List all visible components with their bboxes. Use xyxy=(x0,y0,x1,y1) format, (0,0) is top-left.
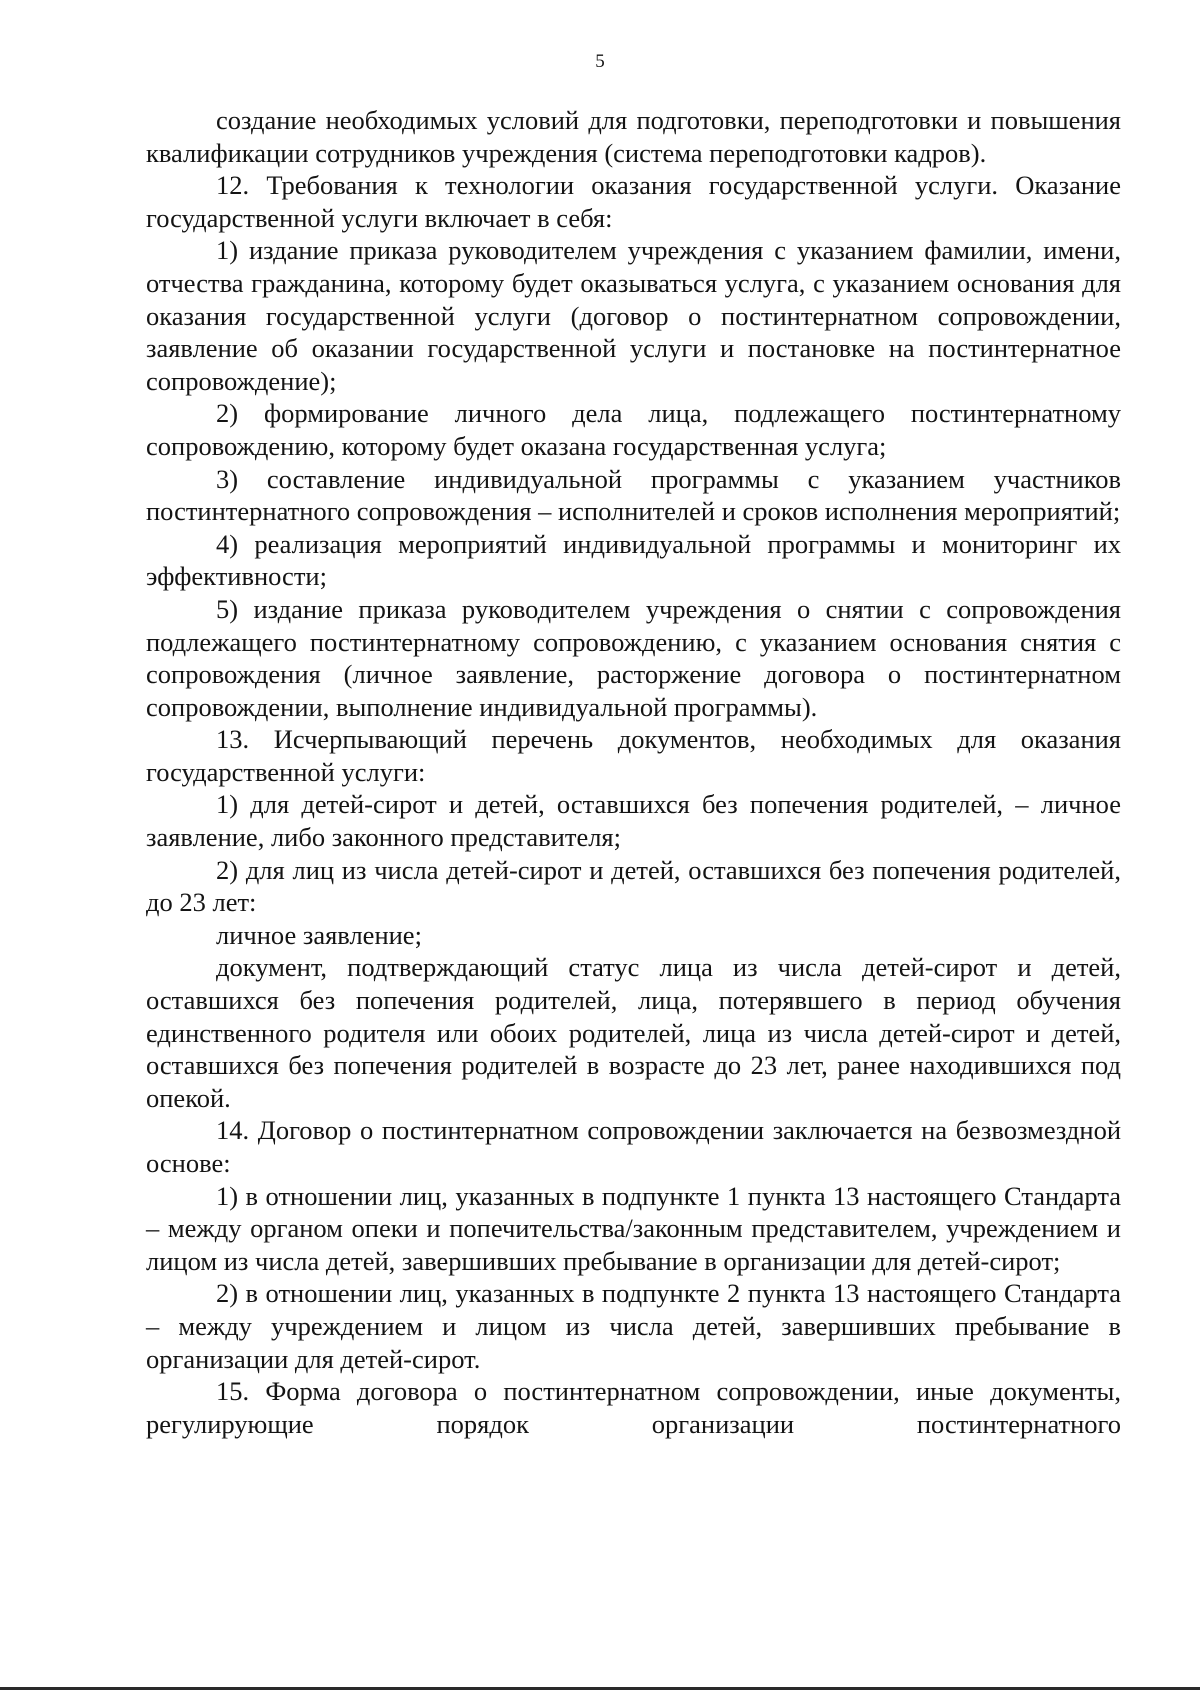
paragraph-13-item-2: 2) для лиц из числа детей-сирот и детей, оставшихся без попечения родителей, до 23 лет: xyxy=(146,854,1121,918)
paragraph-15-contract-form: 15. Форма договора о постинтернатном сопровождении, иные документы, регулирующие порядок организации постинтернатного xyxy=(146,1376,1121,1439)
bottom-scan-edge xyxy=(0,1687,1200,1690)
paragraph-12-requirements: 12. Требования к технологии оказания государственной услуги. Оказание государственной услуги включает в себя: xyxy=(146,170,1121,233)
page-number: 5 xyxy=(595,51,605,72)
paragraph-13-documents: 13. Исчерпывающий перечень документов, необходимых для оказания государственной услуги: xyxy=(146,724,1121,787)
paragraph-12-item-4: 4) реализация мероприятий индивидуальной программы и мониторинг их эффективности; xyxy=(146,528,1121,592)
paragraph-12-item-1: 1) издание приказа руководителем учреждения с указанием фамилии, имени, отчества гражданина, которому будет оказываться услуга, с указанием основания для оказания государственной услуги (договор о постинтернатном сопровождении, заявление об оказании государственной услуги и постановке на постинтернатное сопровождение); xyxy=(146,235,1121,396)
paragraph-12-item-2: 2) формирование личного дела лица, подлежащего постинтернатному сопровождению, которому будет оказана государственная услуга; xyxy=(146,398,1121,461)
paragraph-conditions-cont: создание необходимых условий для подготовки, переподготовки и повышения квалификации сотрудников учреждения (система переподготовки кадров). xyxy=(146,105,1121,168)
paragraph-12-item-3: 3) составление индивидуальной программы с указанием участников постинтернатного сопровождения – исполнителей и сроков исполнения мероприятий; xyxy=(146,463,1121,527)
paragraph-status-document: документ, подтверждающий статус лица из числа детей-сирот и детей, оставшихся без попечения родителей, лица, потерявшего в период обучения единственного родителя или обоих родителей, лица из числа детей-сирот и детей, оставшихся без попечения родителей в возрасте до 23 лет, ранее находившихся под опекой. xyxy=(146,952,1121,1113)
paragraph-14-item-1: 1) в отношении лиц, указанных в подпункте 1 пункта 13 настоящего Стандарта – между органом опеки и попечительства/законным представителем, учреждением и лицом из числа детей, завершивших пребывание в организации для детей-сирот; xyxy=(146,1180,1121,1276)
paragraph-personal-statement: личное заявление; xyxy=(216,919,422,950)
paragraph-12-item-5: 5) издание приказа руководителем учреждения о снятии с сопровождения подлежащего постинтернатному сопровождению, с указанием основания снятия с сопровождения (личное заявление, расторжение договора о постинтернатном сопровождении, выполнение индивидуальной программы). xyxy=(146,593,1121,722)
paragraph-13-item-1: 1) для детей-сирот и детей, оставшихся без попечения родителей, – личное заявление, либо законного представителя; xyxy=(146,789,1121,853)
paragraph-14-item-2: 2) в отношении лиц, указанных в подпункте 2 пункта 13 настоящего Стандарта – между учреждением и лицом из числа детей, завершивших пребывание в организации для детей-сирот. xyxy=(146,1278,1121,1374)
document-body xyxy=(146,104,1121,1440)
paragraph-14-contract: 14. Договор о постинтернатном сопровождении заключается на безвозмездной основе: xyxy=(146,1115,1121,1178)
